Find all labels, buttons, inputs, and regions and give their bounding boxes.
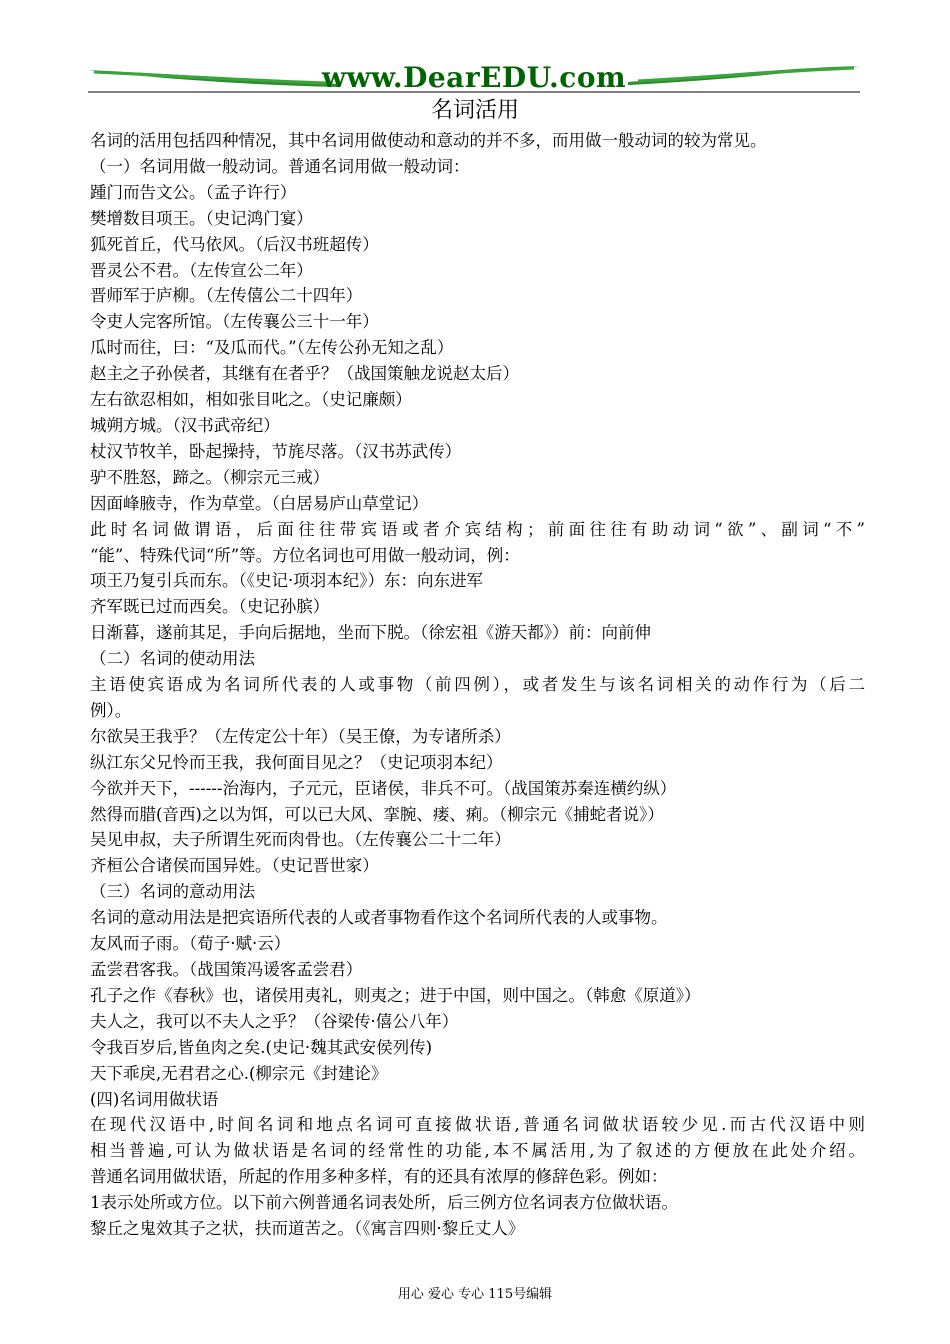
example-line: 友风而子雨。（荀子·赋·云） — [90, 934, 291, 954]
example-line: 晋灵公不君。（左传宣公二年） — [90, 260, 313, 280]
example-line: 夫人之，我可以不夫人之乎？（谷梁传·僖公八年） — [90, 1011, 459, 1031]
body-line: 主语使宾语成为名词所代表的人或事物（前四例），或者发生与该名词相关的动作行为（后二 — [90, 675, 865, 695]
section-heading: （一）名词用做一般动词。普通名词用做一般动词： — [90, 156, 470, 176]
document-body — [90, 128, 865, 1242]
section-heading: （三）名词的意动用法 — [90, 882, 255, 902]
example-line: 令我百岁后,皆鱼肉之矣.(史记·魏其武安侯列传) — [90, 1037, 433, 1057]
example-line: 晋师军于庐柳。（左传僖公二十四年） — [90, 286, 363, 306]
body-line: 普通名词用做状语，所起的作用多种多样，有的还具有浓厚的修辞色彩。例如： — [90, 1167, 668, 1187]
example-line: 天下乖戾,无君君之心.(柳宗元《封建论》 — [90, 1063, 388, 1083]
example-line: 驴不胜怒，蹄之。（柳宗元三戒） — [90, 467, 330, 487]
example-line: 令吏人完客所馆。（左传襄公三十一年） — [90, 312, 379, 332]
body-line: 此时名词做谓语，后面往往带宾语或者介宾结构；前面往往有助动词“欲”、副词“不” — [90, 519, 865, 539]
example-line: 赵主之子孙侯者，其继有在者乎？（战国策触龙说赵太后） — [90, 364, 519, 384]
body-line: 1表示处所或方位。以下前六例普通名词表处所，后三例方位名词表方位做状语。 — [90, 1193, 678, 1213]
example-line: 狐死首丘，代马依风。（后汉书班超传） — [90, 234, 379, 254]
document-title: 名词活用 — [430, 98, 519, 123]
example-line: 齐军既已过而西矣。（史记孙膑） — [90, 597, 330, 617]
body-line: 名词的意动用法是把宾语所代表的人或者事物看作这个名词所代表的人或事物。 — [90, 908, 668, 928]
example-line: 孟尝君客我。（战国策冯谖客孟尝君） — [90, 960, 363, 979]
example-line: 城朔方城。（汉书武帝纪） — [90, 415, 280, 435]
example-line: 今欲并天下，------治海内，子元元，臣诸侯，非兵不可。（战国策苏秦连横约纵） — [90, 778, 677, 798]
example-line: 左右欲忍相如，相如张目叱之。（史记廉颇） — [90, 390, 412, 410]
example-line: 瓜时而往，曰：“及瓜而代。”（左传公孙无知之乱） — [90, 338, 454, 358]
page-footer: 用心 爱心 专心 115号编辑 — [397, 1287, 553, 1302]
site-logo-text[interactable]: www.DearEDU.com — [321, 61, 627, 94]
example-line: 齐桓公合诸侯而国异姓。（史记晋世家） — [90, 856, 379, 876]
example-line: 因面峰腋寺，作为草堂。（白居易庐山草堂记） — [90, 493, 429, 513]
example-line: 黎丘之鬼效其子之状，扶而道苦之。（《寓言四则·黎丘丈人》 — [90, 1219, 525, 1239]
example-line: 踵门而告文公。（孟子许行） — [90, 182, 297, 202]
site-header-banner — [88, 60, 860, 94]
example-line: 纵江东父兄怜而王我，我何面目见之？（史记项羽本纪） — [90, 752, 503, 772]
example-line: 孔子之作《春秋》也，诸侯用夷礼，则夷之；进于中国，则中国之。（韩愈《原道》） — [90, 985, 701, 1005]
body-line: 名词的活用包括四种情况，其中名词用做使动和意动的并不多，而用做一般动词的较为常见。 — [90, 131, 767, 150]
section-heading: (四)名词用做状语 — [90, 1089, 219, 1109]
example-line: 樊增数目项王。（史记鸿门宴） — [90, 208, 313, 228]
section-heading: （二）名词的使动用法 — [90, 649, 255, 669]
example-line: 吴见申叔，夫子所谓生死而肉骨也。（左传襄公二十二年） — [90, 830, 511, 850]
example-line: 然得而腊(音西)之以为饵，可以已大风、挛腕、瘘、痢。（柳宗元《捕蛇者说》） — [90, 804, 664, 824]
example-line: 杖汉节牧羊，卧起操持，节旄尽落。（汉书苏武传） — [90, 441, 462, 461]
body-line: “能”、特殊代词“所”等。方位名词也可用做一般动词，例： — [90, 545, 520, 565]
example-line: 项王乃复引兵而东。（《史记·项羽本纪》）东：向东进军 — [90, 571, 483, 591]
body-line: 在现代汉语中,时间名词和地点名词可直接做状语,普通名词做状语较少见.而古代汉语中则 — [90, 1115, 865, 1135]
body-line: 相当普遍,可认为做状语是名词的经常性的功能,本不属活用,为了叙述的方便放在此处介绍。 — [90, 1141, 865, 1161]
example-line: 日渐暮，遂前其足，手向后据地，坐而下脱。（徐宏祖《游天都》）前：向前伸 — [90, 623, 651, 643]
body-line: 例）。 — [90, 700, 132, 720]
example-line: 尔欲吴王我乎？（左传定公十年）（吴王僚，为专诸所杀） — [90, 726, 511, 746]
